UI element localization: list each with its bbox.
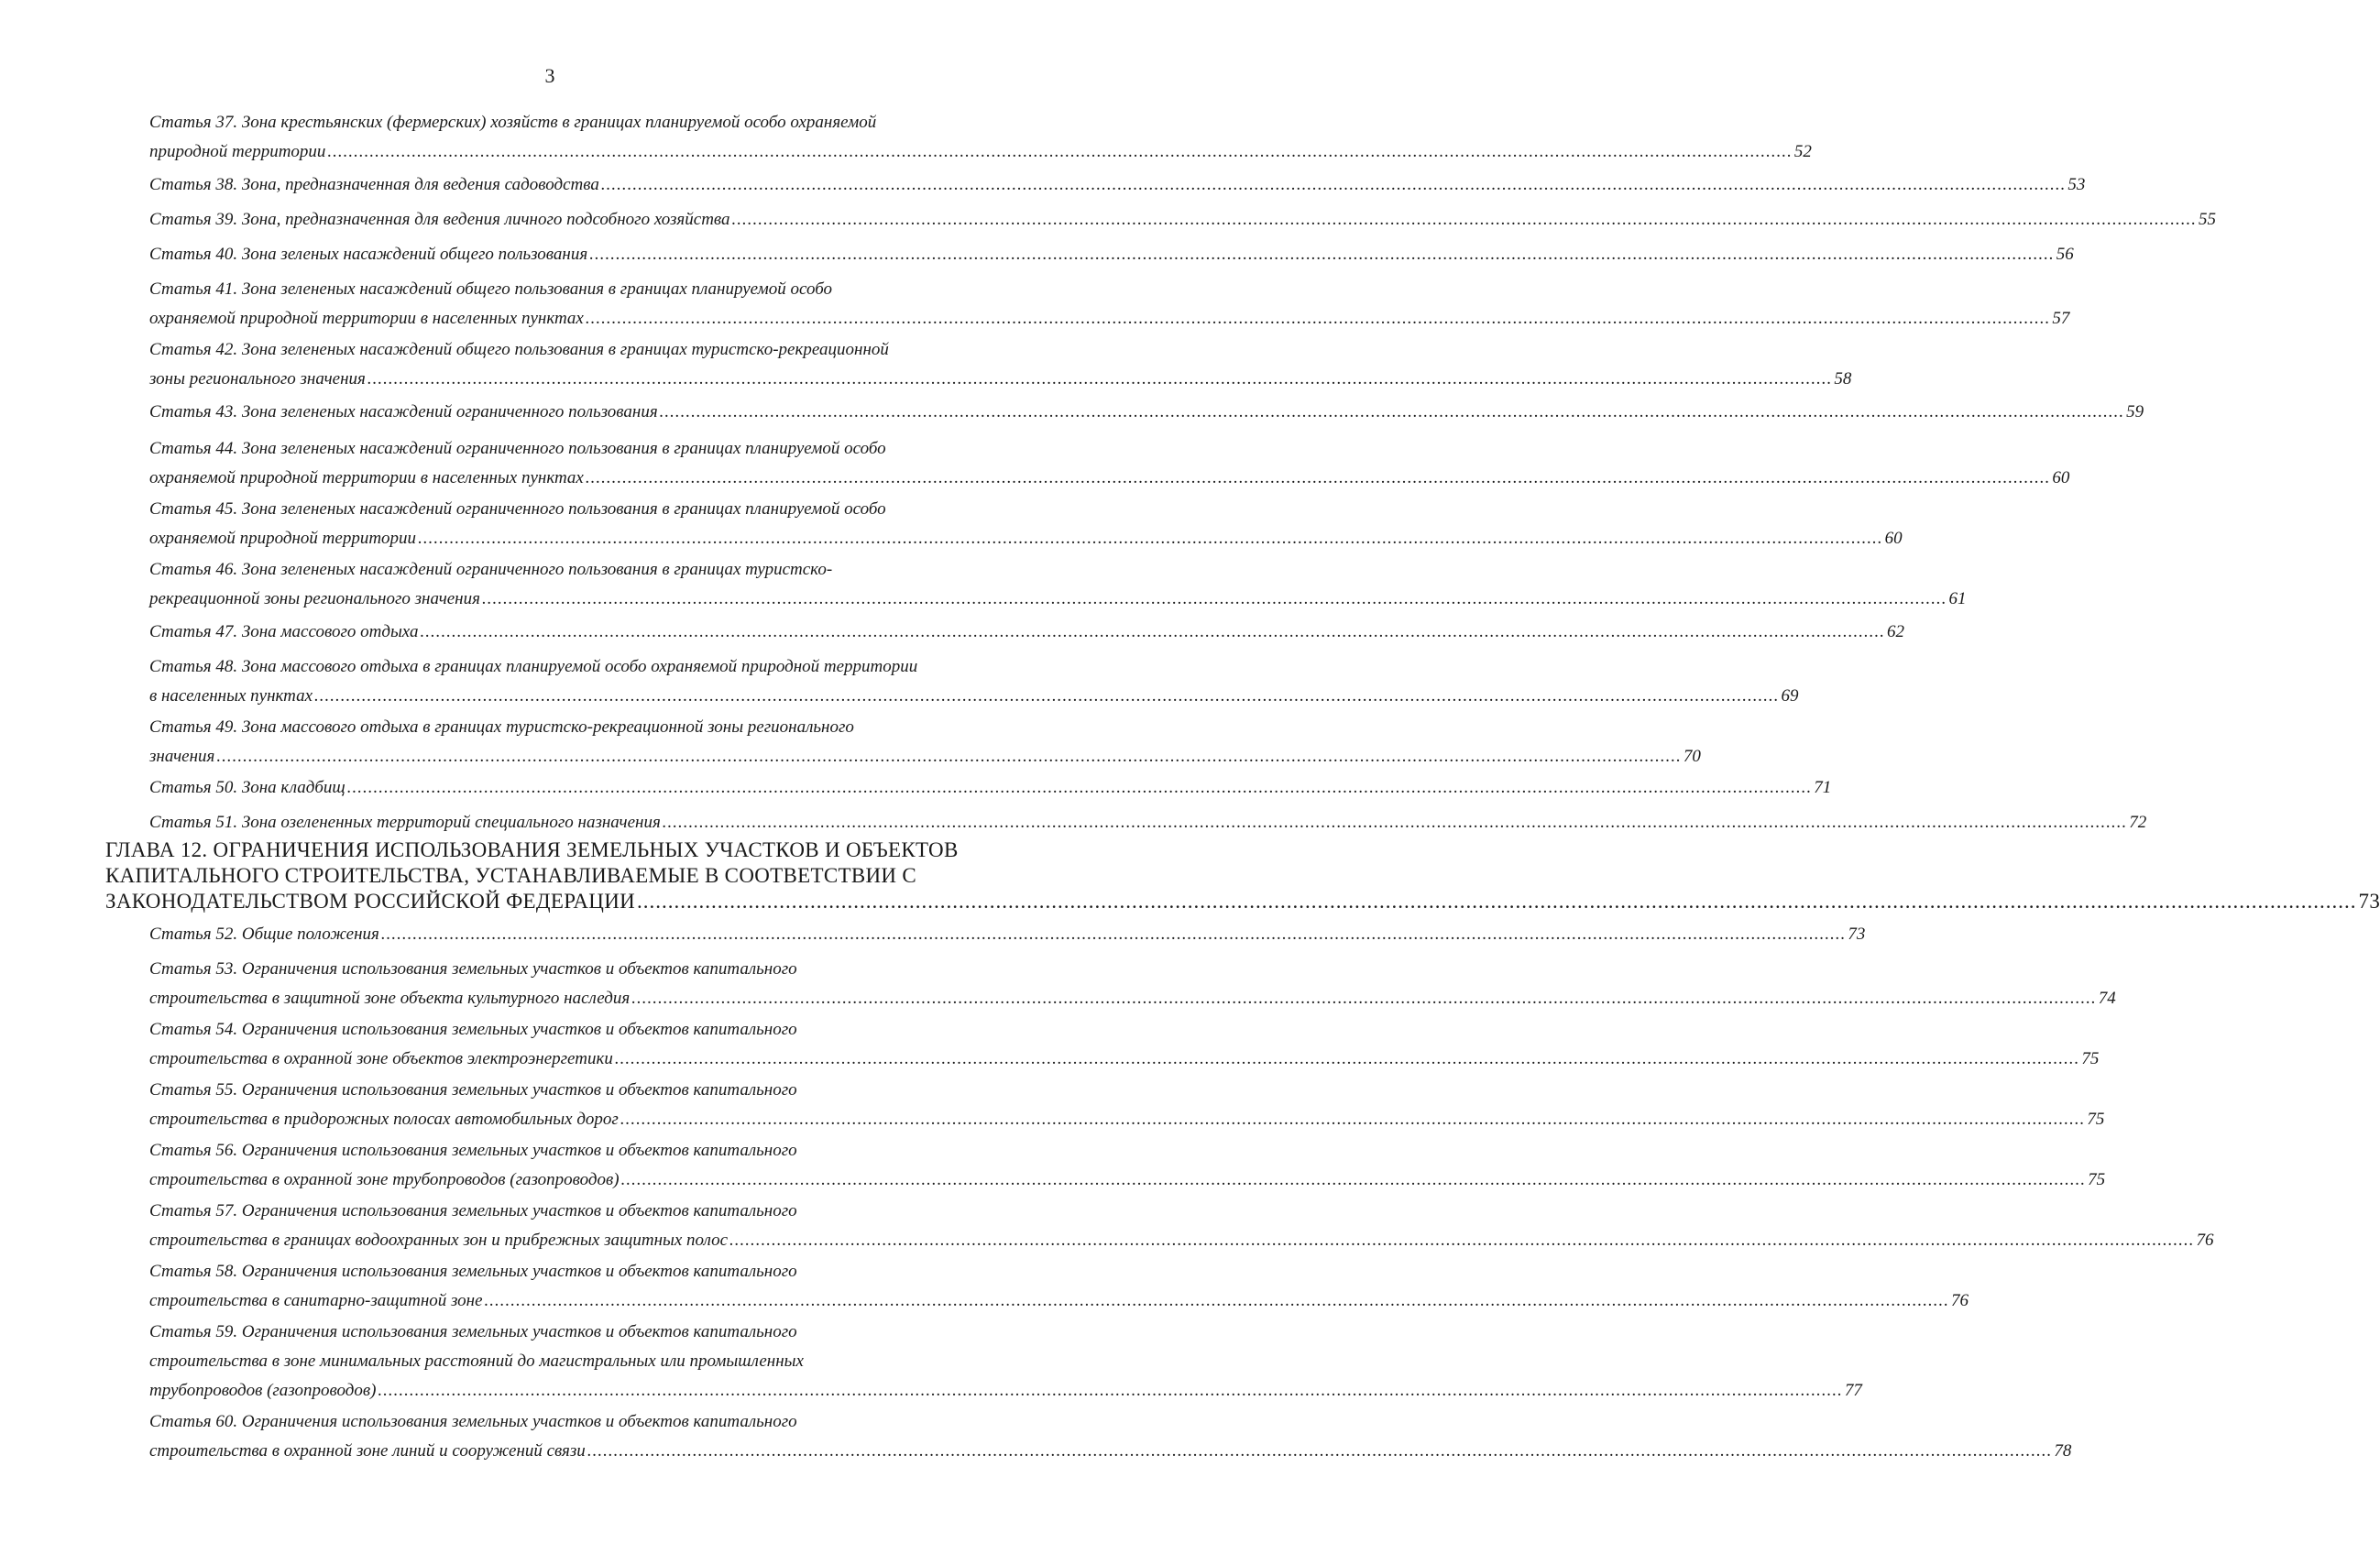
toc-entry-title: Статья 38. Зона, предназначенная для ведения садоводства	[149, 175, 599, 194]
toc-entry[interactable]	[149, 1257, 1969, 1316]
toc-entry-last-line	[149, 984, 2116, 1013]
toc-page-number: 76	[1951, 1291, 1969, 1310]
toc-entry[interactable]	[149, 335, 1852, 394]
toc-entry-last-line	[149, 240, 2074, 269]
toc-entry-title: охраняемой природной территории в населенных пунктах	[149, 468, 584, 487]
chapter-heading-line: КАПИТАЛЬНОГО СТРОИТЕЛЬСТВА, УСТАНАВЛИВАЕМЫЕ В СООТВЕТСТВИИ С	[105, 864, 916, 887]
toc-entry[interactable]	[149, 713, 1701, 772]
dot-leader: ......................................................................................................................................................................................................................................................................................	[585, 468, 2051, 487]
dot-leader: ......................................................................................................................................................................................................................................................................................	[587, 1441, 2053, 1461]
toc-entry[interactable]	[149, 1015, 2100, 1074]
toc-page-number: 70	[1683, 747, 1701, 766]
toc-entry-title: Статья 43. Зона зелененых насаждений ограниченного пользования	[149, 402, 658, 421]
toc-page-number: 59	[2126, 402, 2144, 421]
toc-entry[interactable]	[149, 652, 1799, 711]
dot-leader: ......................................................................................................................................................................................................................................................................................	[600, 175, 2067, 194]
dot-leader: ......................................................................................................................................................................................................................................................................................	[484, 1291, 1950, 1310]
toc-page-number: 78	[2054, 1441, 2072, 1461]
toc-page-number: 73	[1848, 925, 1866, 944]
toc-entry[interactable]	[149, 1136, 2106, 1195]
toc-entry-last-line	[149, 1045, 2100, 1074]
toc-entry-title: Статья 39. Зона, предназначенная для ведения личного подсобного хозяйства	[149, 210, 730, 229]
dot-leader: ......................................................................................................................................................................................................................................................................................	[380, 925, 1847, 944]
chapter-heading-last-line	[105, 889, 2380, 914]
toc-page-number: 76	[2196, 1231, 2214, 1250]
toc-page-number: 52	[1793, 142, 1812, 161]
dot-leader: ......................................................................................................................................................................................................................................................................................	[378, 1381, 1843, 1400]
dot-leader: ......................................................................................................................................................................................................................................................................................	[314, 686, 1780, 706]
toc-entry-title: в населенных пунктах	[149, 686, 313, 706]
toc-entry-last-line	[149, 205, 2217, 235]
toc-entry-title: охраняемой природной территории	[149, 529, 417, 548]
toc-entry-title: природной территории	[149, 142, 326, 161]
toc-page-number: 58	[1834, 369, 1852, 388]
toc-page-number: 62	[1887, 622, 1904, 641]
toc-entry-line: Статья 55. Ограничения использования земельных участков и объектов капитального	[149, 1080, 797, 1100]
dot-leader: ......................................................................................................................................................................................................................................................................................	[589, 245, 2055, 264]
dot-leader: ......................................................................................................................................................................................................................................................................................	[481, 589, 1947, 608]
toc-page-number: 53	[2067, 175, 2086, 194]
toc-page-number: 71	[1814, 778, 1832, 797]
dot-leader: ......................................................................................................................................................................................................................................................................................	[346, 778, 1813, 797]
toc-entry-last-line	[149, 1286, 1969, 1316]
toc-entry-title: значения	[149, 747, 215, 766]
chapter-page-number: 73	[2358, 890, 2380, 913]
toc-entry[interactable]	[149, 920, 1866, 949]
toc-entry-line: строительства в зоне минимальных расстояний до магистральных или промышленных	[149, 1352, 804, 1371]
toc-entry-line: Статья 60. Ограничения использования земельных участков и объектов капитального	[149, 1412, 797, 1431]
toc-entry-title: строительства в санитарно-защитной зоне	[149, 1291, 483, 1310]
dot-leader: ......................................................................................................................................................................................................................................................................................	[731, 210, 2198, 229]
toc-page-number: 77	[1844, 1381, 1862, 1400]
toc-page-number: 57	[2052, 309, 2070, 328]
toc-entry-line: Статья 58. Ограничения использования земельных участков и объектов капитального	[149, 1262, 797, 1281]
toc-entry-title: строительства в охранной зоне трубопроводов (газопроводов)	[149, 1170, 620, 1189]
dot-leader: ......................................................................................................................................................................................................................................................................................	[662, 813, 2128, 832]
toc-entry-title: строительства в охранной зоне объектов электроэнергетики	[149, 1049, 613, 1068]
toc-entry-line: Статья 44. Зона зелененых насаждений ограниченного пользования в границах планируемой особо	[149, 439, 886, 458]
toc-page-number: 69	[1781, 686, 1799, 706]
toc-entry[interactable]	[149, 240, 2074, 269]
dot-leader: ......................................................................................................................................................................................................................................................................................	[729, 1231, 2195, 1250]
toc-entry-title: строительства в защитной зоне объекта культурного наследия	[149, 989, 631, 1008]
dot-leader: ......................................................................................................................................................................................................................................................................................	[659, 402, 2125, 421]
toc-entry-line: Статья 56. Ограничения использования земельных участков и объектов капитального	[149, 1141, 797, 1160]
toc-entry[interactable]	[149, 1407, 2072, 1466]
toc-entry-last-line	[149, 773, 1832, 803]
toc-entry-line: Статья 37. Зона крестьянских (фермерских) хозяйств в границах планируемой особо охраняемой	[149, 113, 877, 132]
toc-entry-last-line	[149, 585, 1967, 614]
dot-leader: ......................................................................................................................................................................................................................................................................................	[216, 747, 1682, 766]
toc-entry-title: рекреационной зоны регионального значения	[149, 589, 480, 608]
chapter-heading[interactable]	[105, 837, 2380, 914]
toc-entry-title: охраняемой природной территории в населенных пунктах	[149, 309, 584, 328]
toc-page-number: 60	[2052, 468, 2070, 487]
toc-entry-line: Статья 59. Ограничения использования земельных участков и объектов капитального	[149, 1322, 797, 1341]
toc-page-number: 61	[1948, 589, 1967, 608]
toc-entry-title: строительства в границах водоохранных зон и прибрежных защитных полос	[149, 1231, 729, 1250]
chapter-heading-line: ГЛАВА 12. ОГРАНИЧЕНИЯ ИСПОЛЬЗОВАНИЯ ЗЕМЕЛЬНЫХ УЧАСТКОВ И ОБЪЕКТОВ	[105, 838, 959, 861]
toc-entry-last-line	[149, 398, 2144, 427]
toc-entry-line: Статья 48. Зона массового отдыха в границах планируемой особо охраняемой природной территории	[149, 657, 918, 676]
toc-entry[interactable]	[149, 1197, 2214, 1255]
toc-entry-last-line	[149, 742, 1701, 772]
toc-entry[interactable]	[149, 398, 2144, 427]
toc-entry[interactable]	[149, 108, 1812, 167]
toc-entry-last-line	[149, 1166, 2106, 1195]
toc-entry-line: Статья 41. Зона зелененых насаждений общего пользования в границах планируемой особо	[149, 279, 833, 299]
dot-leader: ......................................................................................................................................................................................................................................................................................	[631, 989, 2097, 1008]
toc-entry-last-line	[149, 1226, 2214, 1255]
toc-entry[interactable]	[149, 555, 1967, 614]
toc-entry-last-line	[149, 304, 2070, 334]
toc-page-number: 55	[2199, 210, 2217, 229]
toc-entry-last-line	[149, 618, 1904, 647]
toc-entry-title: трубопроводов (газопроводов)	[149, 1381, 377, 1400]
toc-entry-last-line	[149, 920, 1866, 949]
toc-page-number: 75	[2081, 1049, 2100, 1068]
toc-entry-last-line	[149, 524, 1903, 553]
toc-entry[interactable]	[149, 618, 1904, 647]
page-number: 3	[544, 64, 555, 87]
toc-entry-title: Статья 51. Зона озелененных территорий специального назначения	[149, 813, 661, 832]
toc-entry[interactable]	[149, 955, 2116, 1013]
toc-entry-last-line	[149, 808, 2147, 837]
toc-entry-line: Статья 54. Ограничения использования земельных участков и объектов капитального	[149, 1020, 797, 1039]
toc-entry-line: Статья 53. Ограничения использования земельных участков и объектов капитального	[149, 959, 797, 979]
toc-entry[interactable]	[149, 808, 2147, 837]
toc-entry-title: зоны регионального значения	[149, 369, 366, 388]
toc-entry[interactable]	[149, 773, 1832, 803]
toc-entry-last-line	[149, 464, 2070, 493]
toc-entry-line: Статья 57. Ограничения использования земельных участков и объектов капитального	[149, 1201, 797, 1220]
toc-entry-last-line	[149, 137, 1812, 167]
toc-entry-last-line	[149, 365, 1852, 394]
dot-leader: ......................................................................................................................................................................................................................................................................................	[620, 1110, 2086, 1129]
chapter-heading-title: ЗАКОНОДАТЕЛЬСТВОМ РОССИЙСКОЙ ФЕДЕРАЦИИ	[105, 890, 636, 913]
toc-entry[interactable]	[149, 205, 2217, 235]
toc-entry[interactable]	[149, 170, 2086, 200]
dot-leader: ......................................................................................................................................................................................................................................................................................	[367, 369, 1833, 388]
dot-leader: ......................................................................................................................................................................................................................................................................................	[418, 529, 1883, 548]
toc-entry-last-line	[149, 1437, 2072, 1466]
toc-entry[interactable]	[149, 434, 2070, 493]
toc-entry-title: Статья 47. Зона массового отдыха	[149, 622, 419, 641]
toc-entry[interactable]	[149, 275, 2070, 334]
toc-page-number: 74	[2098, 989, 2116, 1008]
dot-leader: ......................................................................................................................................................................................................................................................................................	[614, 1049, 2080, 1068]
toc-entry-last-line	[149, 1105, 2105, 1134]
toc-page-number: 72	[2129, 813, 2147, 832]
toc-entry-line: Статья 45. Зона зелененых насаждений ограниченного пользования в границах планируемой особо	[149, 499, 886, 519]
toc-entry[interactable]	[149, 495, 1903, 553]
toc-entry[interactable]	[149, 1076, 2105, 1134]
dot-leader: ......................................................................................................................................................................................................................................................................................	[620, 1170, 2087, 1189]
toc-page-number: 56	[2056, 245, 2074, 264]
toc-entry-line: Статья 46. Зона зелененых насаждений ограниченного пользования в границах туристско-	[149, 560, 833, 579]
toc-entry-last-line	[149, 170, 2086, 200]
toc-page-number: 75	[2088, 1170, 2106, 1189]
toc-entry-title: Статья 50. Зона кладбищ	[149, 778, 345, 797]
dot-leader: ......................................................................................................................................................................................................................................................................................	[327, 142, 1793, 161]
toc-entry-title: Статья 52. Общие положения	[149, 925, 379, 944]
dot-leader: ......................................................................................................................................................................................................................................................................................	[637, 890, 2357, 913]
toc-entry-title: Статья 40. Зона зеленых насаждений общего пользования	[149, 245, 588, 264]
toc-entry-title: строительства в придорожных полосах автомобильных дорог	[149, 1110, 619, 1129]
toc-entry-line: Статья 49. Зона массового отдыха в границах туристско-рекреационной зоны регионального	[149, 717, 854, 737]
toc-entry-title: строительства в охранной зоне линий и сооружений связи	[149, 1441, 586, 1461]
dot-leader: ......................................................................................................................................................................................................................................................................................	[420, 622, 1885, 641]
toc-page-number: 60	[1884, 529, 1903, 548]
toc-entry-line: Статья 42. Зона зелененых насаждений общего пользования в границах туристско-рекреационной	[149, 340, 889, 359]
toc-page-number: 75	[2087, 1110, 2105, 1129]
toc-entry[interactable]	[149, 1318, 1862, 1406]
toc-entry-last-line	[149, 1376, 1862, 1406]
toc-entry-last-line	[149, 682, 1799, 711]
dot-leader: ......................................................................................................................................................................................................................................................................................	[585, 309, 2051, 328]
